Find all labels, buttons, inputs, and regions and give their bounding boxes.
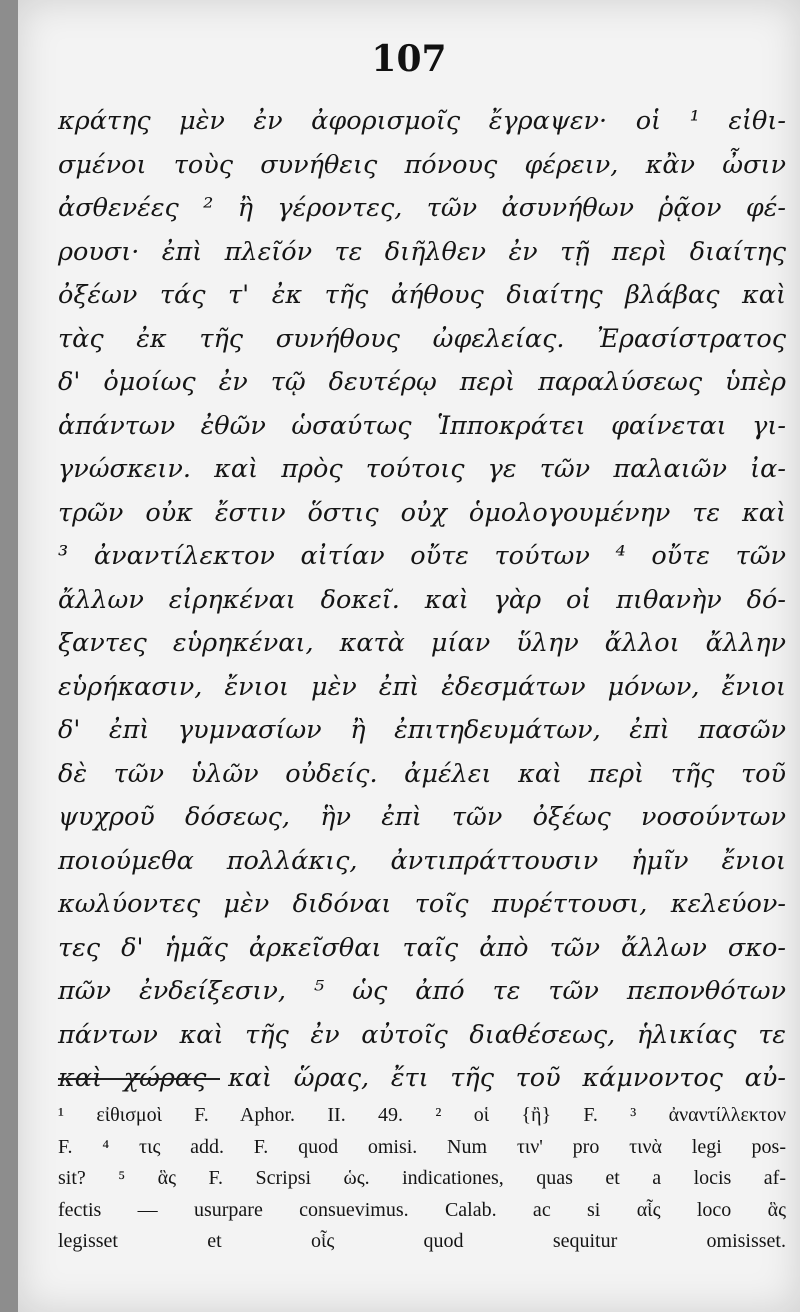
text-line: ὀξέων τάς τ' ἐκ τῆς ἀήθους διαίτης βλάβας καὶ bbox=[58, 280, 786, 310]
footnote-line: legisset et οἷς quod sequitur omisisset. bbox=[58, 1230, 786, 1252]
text-line: εὑρήκασιν, ἔνιοι μὲν ἐπὶ ἐδεσμάτων μόνων, ἔνιοι bbox=[58, 671, 786, 702]
text-line: ἄλλων εἰρηκέναι δοκεῖ. καὶ γὰρ οἱ πιθανὴν δό- bbox=[58, 584, 786, 615]
book-page bbox=[18, 0, 800, 1312]
text-line: κράτης μὲν ἐν ἀφορισμοῖς ἔγραψεν· οἱ ¹ εἰθι- bbox=[58, 106, 786, 136]
text-line: δ' ὁμοίως ἐν τῷ δευτέρῳ περὶ παραλύσεως ὑπὲρ bbox=[58, 367, 786, 397]
footnote-line: F. ⁴ τις add. F. quod omisi. Num τιν' pro τινὰ legi pos- bbox=[58, 1135, 786, 1158]
text-line: πῶν ἐνδείξεσιν, ⁵ ὡς ἀπό τε τῶν πεπονθότων bbox=[58, 976, 786, 1006]
footnote-line: sit? ⁵ ἃς F. Scripsi ὡς. indicationes, quas et a locis af- bbox=[58, 1167, 786, 1189]
body-text bbox=[58, 100, 786, 1101]
text-line: καὶ χώρας καὶ ὥρας, ἔτι τῆς τοῦ κάμνοντος αὐ- bbox=[58, 1063, 786, 1093]
text-line: ποιούμεθα πολλάκις, ἀντιπράττουσιν ἡμῖν ἔνιοι bbox=[58, 845, 786, 876]
footnote-divider bbox=[58, 1078, 220, 1080]
text-line: τρῶν οὐκ ἔστιν ὅστις οὐχ ὁμολογουμένην τε καὶ bbox=[58, 497, 786, 528]
text-line: ψυχροῦ δόσεως, ἣν ἐπὶ τῶν ὀξέως νοσούντων bbox=[58, 802, 786, 832]
text-line: τὰς ἐκ τῆς συνήθους ὠφελείας. Ἐρασίστρατος bbox=[58, 323, 786, 354]
text-line: σμένοι τοὺς συνήθεις πόνους φέρειν, κἂν ὦσιν bbox=[58, 149, 786, 180]
text-line: κωλύοντες μὲν διδόναι τοῖς πυρέττουσι, κελεύον- bbox=[58, 889, 786, 919]
text-line: ἀσθενέες ² ἢ γέροντες, τῶν ἀσυνήθων ῥᾷον φέ- bbox=[58, 193, 786, 223]
text-line: δὲ τῶν ὑλῶν οὐδείς. ἀμέλει καὶ περὶ τῆς τοῦ bbox=[58, 758, 786, 789]
footnote-line: ¹ εἰθισμοὶ F. Aphor. II. 49. ² οἱ {ἢ} F. ³ ἀναντίλλεκτον bbox=[58, 1104, 786, 1126]
text-line: ἁπάντων ἐθῶν ὡσαύτως Ἱπποκράτει φαίνεται γι- bbox=[58, 410, 786, 441]
footnotes bbox=[58, 1100, 786, 1258]
text-line: δ' ἐπὶ γυμνασίων ἢ ἐπιτηδευμάτων, ἐπὶ πασῶν bbox=[58, 715, 786, 745]
footnote-line: fectis — usurpare consuevimus. Calab. ac si αἷς loco ἃς bbox=[58, 1198, 786, 1221]
text-line: τες δ' ἡμᾶς ἀρκεῖσθαι ταῖς ἀπὸ τῶν ἄλλων σκο- bbox=[58, 932, 786, 963]
page-number: 107 bbox=[371, 38, 447, 80]
text-line: πάντων καὶ τῆς ἐν αὐτοῖς διαθέσεως, ἡλικίας τε bbox=[58, 1019, 786, 1050]
text-line: ξαντες εὑρηκέναι, κατὰ μίαν ὕλην ἄλλοι ἄλλην bbox=[58, 628, 786, 658]
text-line: ³ ἀναντίλεκτον αἰτίαν οὔτε τούτων ⁴ οὔτε τῶν bbox=[58, 541, 786, 571]
text-line: γνώσκειν. καὶ πρὸς τούτοις γε τῶν παλαιῶν ἰα- bbox=[58, 454, 786, 484]
text-line: ρουσι· ἐπὶ πλεῖόν τε διῆλθεν ἐν τῇ περὶ διαίτης bbox=[58, 236, 786, 267]
